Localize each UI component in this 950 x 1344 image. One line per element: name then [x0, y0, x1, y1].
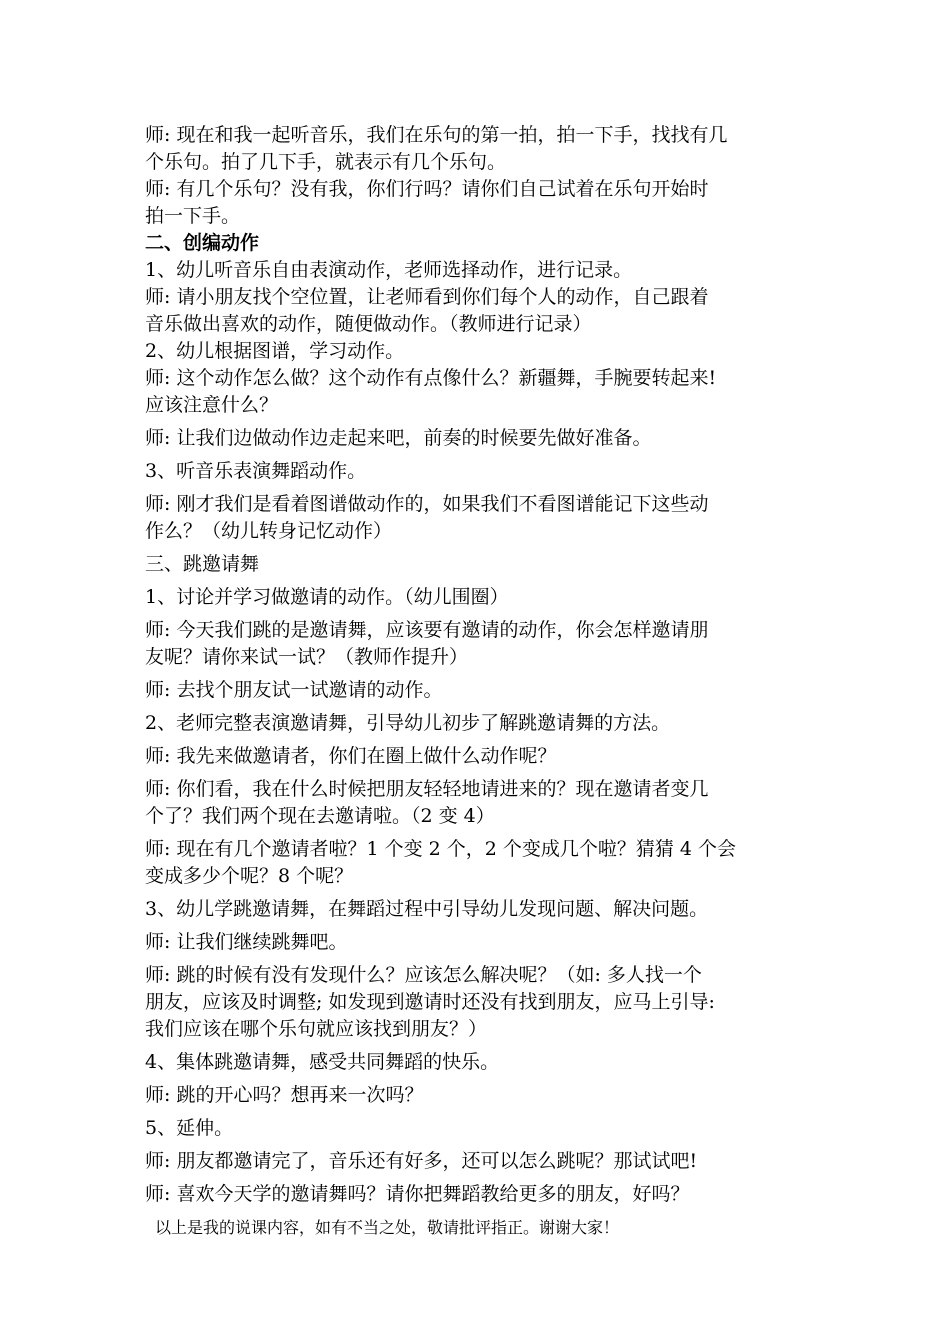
paragraph-line: 师: 让我们边做动作边走起来吧，前奏的时候要先做好准备。: [145, 427, 652, 449]
closing-remark: 以上是我的说课内容，如有不当之处，敬请批评指正。谢谢大家！: [155, 1218, 620, 1237]
paragraph-line: 师: 现在有几个邀请者啦？1 个变 2 个，2 个变成几个啦？猜猜 4 个会: [145, 838, 737, 860]
paragraph-line: 师: 你们看，我在什么时候把朋友轻轻地请进来的？现在邀请者变几: [145, 778, 709, 800]
paragraph-line: 我们应该在哪个乐句就应该找到朋友？）: [145, 1018, 488, 1040]
paragraph-line: 师: 这个动作怎么做？这个动作有点像什么？新疆舞，手腕要转起来!: [145, 367, 717, 389]
paragraph-line: 2、幼儿根据图谱，学习动作。: [145, 340, 405, 362]
paragraph-line: 师: 让我们继续跳舞吧。: [145, 931, 348, 953]
paragraph-line: 拍一下手。: [145, 205, 241, 227]
paragraph-line: 音乐做出喜欢的动作，随便做动作。（教师进行记录）: [145, 313, 592, 335]
paragraph-line: 朋友，应该及时调整; 如发现到邀请时还没有找到朋友，应马上引导:: [145, 991, 715, 1013]
section-heading: 二、创编动作: [145, 232, 260, 254]
paragraph-line: 师: 跳的开心吗？想再来一次吗？: [145, 1084, 424, 1106]
paragraph-line: 友呢？请你来试一试？（教师作提升）: [145, 646, 469, 668]
paragraph-line: 师: 现在和我一起听音乐，我们在乐句的第一拍，拍一下手，找找有几: [145, 124, 728, 146]
paragraph-line: 2、老师完整表演邀请舞，引导幼儿初步了解跳邀请舞的方法。: [145, 712, 671, 734]
paragraph-line: 应该注意什么？: [145, 394, 279, 416]
paragraph-line: 作么？（幼儿转身记忆动作）: [145, 520, 393, 542]
paragraph-line: 1、幼儿听音乐自由表演动作，老师选择动作，进行记录。: [145, 259, 633, 281]
paragraph-line: 师: 朋友都邀请完了，音乐还有好多，还可以怎么跳呢？那试试吧!: [145, 1150, 698, 1172]
document-body: [145, 122, 817, 1241]
paragraph-line: 师: 刚才我们是看着图谱做动作的，如果我们不看图谱能记下这些动: [145, 493, 709, 515]
paragraph-line: 变成多少个呢？8 个呢？: [145, 865, 354, 887]
paragraph-line: 师: 今天我们跳的是邀请舞，应该要有邀请的动作，你会怎样邀请朋: [145, 619, 709, 641]
paragraph-line: 师: 去找个朋友试一试邀请的动作。: [145, 679, 443, 701]
section-heading: 三、跳邀请舞: [145, 553, 260, 575]
paragraph-line: 5、延伸。: [145, 1117, 234, 1139]
paragraph-line: 个乐句。拍了几下手，就表示有几个乐句。: [145, 151, 507, 173]
paragraph-line: 3、听音乐表演舞蹈动作。: [145, 460, 367, 482]
paragraph-line: 4、集体跳邀请舞，感受共同舞蹈的快乐。: [145, 1051, 500, 1073]
paragraph-line: 3、幼儿学跳邀请舞，在舞蹈过程中引导幼儿发现问题、解决问题。: [145, 898, 709, 920]
paragraph-line: 师: 我先来做邀请者，你们在圈上做什么动作呢？: [145, 745, 557, 767]
paragraph-line: 师: 喜欢今天学的邀请舞吗？请你把舞蹈教给更多的朋友，好吗？: [145, 1183, 690, 1205]
paragraph-line: 个了？我们两个现在去邀请啦。（2 变 4）: [145, 805, 495, 827]
paragraph-line: 师: 有几个乐句？没有我，你们行吗？请你们自己试着在乐句开始时: [145, 178, 709, 200]
paragraph-line: 师: 请小朋友找个空位置，让老师看到你们每个人的动作，自己跟着: [145, 286, 709, 308]
paragraph-line: 1、讨论并学习做邀请的动作。（幼儿围圈）: [145, 586, 509, 608]
paragraph-line: 师: 跳的时候有没有发现什么？应该怎么解决呢？（如: 多人找一个: [145, 964, 702, 986]
